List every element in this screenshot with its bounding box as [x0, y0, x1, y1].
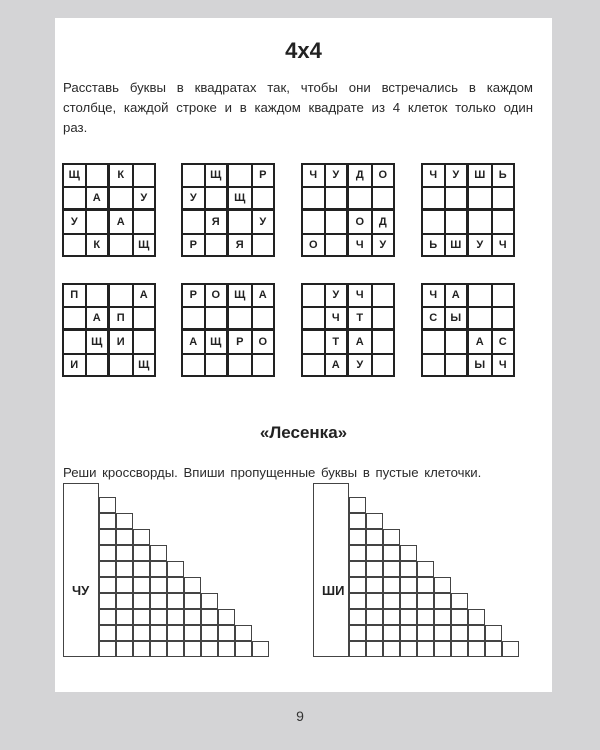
sudoku-grid	[421, 163, 515, 257]
sudoku-cell[interactable]: У	[252, 210, 276, 234]
sudoku-cell[interactable]: А	[252, 283, 276, 307]
sudoku-cell[interactable]: Р	[252, 163, 276, 187]
ladder-cell[interactable]	[366, 513, 383, 529]
sudoku-cell[interactable]: Щ	[205, 330, 229, 354]
sudoku-cell[interactable]	[252, 307, 276, 331]
ladder-cell[interactable]	[167, 577, 184, 593]
sudoku-cell[interactable]: У	[325, 163, 349, 187]
ladder-cell[interactable]	[99, 641, 116, 657]
ladder-cell[interactable]	[133, 625, 150, 641]
ladder-cell[interactable]	[451, 625, 468, 641]
sudoku-cell[interactable]	[133, 307, 157, 331]
sudoku-cell[interactable]: К	[109, 163, 133, 187]
sudoku-cell[interactable]	[445, 354, 469, 378]
sudoku-cell[interactable]: П	[62, 283, 86, 307]
sudoku-cell[interactable]: А	[86, 187, 110, 211]
sudoku-cell[interactable]: У	[445, 163, 469, 187]
sudoku-cell[interactable]: Щ	[133, 354, 157, 378]
sudoku-cell[interactable]	[86, 283, 110, 307]
ladder-cell[interactable]	[366, 625, 383, 641]
ladder-cell[interactable]	[99, 625, 116, 641]
ladder-cell[interactable]	[133, 641, 150, 657]
ladder-cell[interactable]	[485, 641, 502, 657]
sudoku-cell[interactable]: Щ	[228, 283, 252, 307]
sudoku-cell[interactable]: Ш	[445, 234, 469, 258]
sudoku-cell[interactable]: Ч	[348, 283, 372, 307]
ladder-cell[interactable]	[252, 641, 269, 657]
sudoku-cell[interactable]: А	[109, 210, 133, 234]
ladder-cell[interactable]	[184, 625, 201, 641]
sudoku-grid	[421, 283, 515, 377]
sudoku-grid	[301, 283, 395, 377]
sudoku-cell[interactable]	[421, 210, 445, 234]
sudoku-cell[interactable]: Ч	[421, 283, 445, 307]
ladder-cell[interactable]	[349, 641, 366, 657]
ladder-cell[interactable]	[400, 625, 417, 641]
sudoku-grid	[62, 163, 156, 257]
sudoku-cell[interactable]	[468, 283, 492, 307]
ladder-cell[interactable]	[349, 593, 366, 609]
ladder-cell[interactable]	[150, 625, 167, 641]
sudoku-cell[interactable]	[228, 354, 252, 378]
sudoku-cell[interactable]	[62, 307, 86, 331]
sudoku-grid	[62, 283, 156, 377]
sudoku-cell[interactable]: Щ	[228, 187, 252, 211]
sudoku-cell[interactable]	[421, 354, 445, 378]
ladder-cell[interactable]	[383, 545, 400, 561]
ladder-cell[interactable]	[99, 561, 116, 577]
sudoku-cell[interactable]: Ч	[325, 307, 349, 331]
ladder-cell[interactable]	[99, 513, 116, 529]
sudoku-cell[interactable]	[492, 307, 516, 331]
ladder-cell[interactable]	[468, 641, 485, 657]
sudoku-cell[interactable]	[468, 307, 492, 331]
ladder-cell[interactable]	[150, 545, 167, 561]
sudoku-cell[interactable]	[205, 234, 229, 258]
sudoku-cell[interactable]: У	[372, 234, 396, 258]
sudoku-cell[interactable]	[421, 187, 445, 211]
ladder-cell[interactable]	[133, 593, 150, 609]
ladder-first-column	[63, 483, 99, 657]
ladder-cell[interactable]	[366, 593, 383, 609]
sudoku-cell[interactable]: У	[133, 187, 157, 211]
sudoku-cell[interactable]: У	[348, 354, 372, 378]
sudoku-cell[interactable]	[468, 187, 492, 211]
sudoku-cell[interactable]	[62, 187, 86, 211]
ladder-cell[interactable]	[485, 625, 502, 641]
ladder-cell[interactable]	[383, 593, 400, 609]
sudoku-cell[interactable]: У	[468, 234, 492, 258]
ladder-cell[interactable]	[383, 577, 400, 593]
ladder-cell[interactable]	[417, 625, 434, 641]
sudoku-cell[interactable]: А	[445, 283, 469, 307]
ladder-cell[interactable]	[218, 625, 235, 641]
ladder-cell[interactable]	[366, 561, 383, 577]
sudoku-cell[interactable]	[445, 187, 469, 211]
ladder-cell[interactable]	[366, 609, 383, 625]
ladder-cell[interactable]	[366, 545, 383, 561]
ladder-cell[interactable]	[366, 577, 383, 593]
ladder-cell[interactable]	[116, 561, 133, 577]
ladder-cell[interactable]	[133, 609, 150, 625]
sudoku-cell[interactable]: О	[301, 234, 325, 258]
sudoku-cell[interactable]: Ш	[468, 163, 492, 187]
ladder-cell[interactable]	[99, 545, 116, 561]
ladder-cell[interactable]	[400, 545, 417, 561]
sudoku-cell[interactable]	[325, 234, 349, 258]
ladder-cell[interactable]	[383, 529, 400, 545]
sudoku-cell[interactable]: С	[421, 307, 445, 331]
sudoku-grid	[181, 163, 275, 257]
sudoku-cell[interactable]: Ы	[468, 354, 492, 378]
sudoku-cell[interactable]: О	[372, 163, 396, 187]
sudoku-cell[interactable]: К	[86, 234, 110, 258]
ladder-cell[interactable]	[400, 593, 417, 609]
ladder-cell[interactable]	[400, 609, 417, 625]
ladder-cell[interactable]	[383, 561, 400, 577]
ladder-cell[interactable]	[116, 513, 133, 529]
ladder-cell[interactable]	[116, 593, 133, 609]
ladder-cell[interactable]	[116, 545, 133, 561]
ladder-word: ЧУ	[72, 583, 90, 598]
sudoku-cell[interactable]: Я	[205, 210, 229, 234]
ladder-cell[interactable]	[133, 561, 150, 577]
ladder-cell[interactable]	[116, 641, 133, 657]
sudoku-cell[interactable]	[133, 210, 157, 234]
ladder-cell[interactable]	[468, 609, 485, 625]
ladder-cell[interactable]	[167, 625, 184, 641]
ladder-cell[interactable]	[218, 609, 235, 625]
sudoku-cell[interactable]	[252, 234, 276, 258]
sudoku-cell[interactable]: И	[109, 330, 133, 354]
ladder-cell[interactable]	[150, 561, 167, 577]
sudoku-cell[interactable]: П	[109, 307, 133, 331]
ladder-cell[interactable]	[451, 641, 468, 657]
sudoku-cell[interactable]	[181, 210, 205, 234]
ladder-cell[interactable]	[349, 529, 366, 545]
sudoku-cell[interactable]	[372, 187, 396, 211]
sudoku-cell[interactable]	[492, 187, 516, 211]
ladder-cell[interactable]	[133, 577, 150, 593]
sudoku-cell[interactable]: Р	[228, 330, 252, 354]
sudoku-cell[interactable]	[372, 330, 396, 354]
sudoku-cell[interactable]: Ч	[421, 163, 445, 187]
sudoku-cell[interactable]: Т	[325, 330, 349, 354]
ladder-cell[interactable]	[116, 609, 133, 625]
ladder-cell[interactable]	[201, 641, 218, 657]
sudoku-cell[interactable]	[445, 210, 469, 234]
sudoku-grid	[181, 283, 275, 377]
sudoku-cell[interactable]: А	[86, 307, 110, 331]
sudoku-cell[interactable]: Д	[372, 210, 396, 234]
ladder-cell[interactable]	[116, 625, 133, 641]
sudoku-cell[interactable]: У	[325, 283, 349, 307]
sudoku-cell[interactable]	[228, 163, 252, 187]
sudoku-cell[interactable]: А	[348, 330, 372, 354]
sudoku-cell[interactable]	[109, 234, 133, 258]
ladder-cell[interactable]	[434, 609, 451, 625]
sudoku-cell[interactable]	[372, 354, 396, 378]
ladder-cell[interactable]	[167, 561, 184, 577]
ladder-cell[interactable]	[451, 609, 468, 625]
sudoku-cell[interactable]: А	[133, 283, 157, 307]
sudoku-cell[interactable]	[252, 354, 276, 378]
sudoku-cell[interactable]	[325, 187, 349, 211]
ladder-cell[interactable]	[434, 625, 451, 641]
ladder-word: ШИ	[322, 583, 345, 598]
sudoku-cell[interactable]	[301, 187, 325, 211]
sudoku-cell[interactable]	[228, 210, 252, 234]
ladder-cell[interactable]	[167, 593, 184, 609]
sudoku-cell[interactable]	[133, 330, 157, 354]
sudoku-cell[interactable]: Щ	[205, 163, 229, 187]
sudoku-cell[interactable]	[372, 283, 396, 307]
sudoku-cell[interactable]	[492, 283, 516, 307]
ladder-cell[interactable]	[468, 625, 485, 641]
sudoku-cell[interactable]: Ч	[492, 354, 516, 378]
ladder-cell[interactable]	[502, 641, 519, 657]
ladder-cell[interactable]	[349, 577, 366, 593]
section-title: «Лесенка»	[259, 423, 348, 442]
sudoku-cell[interactable]	[372, 307, 396, 331]
sudoku-cell[interactable]	[181, 307, 205, 331]
ladder-cell[interactable]	[400, 577, 417, 593]
page-title: 4х4	[285, 38, 322, 63]
ladder-cell[interactable]	[417, 593, 434, 609]
ladder-cell[interactable]	[99, 529, 116, 545]
sudoku-cell[interactable]: С	[492, 330, 516, 354]
sudoku-cell[interactable]	[205, 354, 229, 378]
ladder-cell[interactable]	[349, 513, 366, 529]
ladder-cell[interactable]	[201, 593, 218, 609]
sudoku-cell[interactable]	[301, 354, 325, 378]
crossword-instructions: Реши кроссворды. Впиши пропущенные буквы в пустые клеточки.	[63, 465, 482, 480]
ladder-cell[interactable]	[184, 593, 201, 609]
sudoku-cell[interactable]	[348, 187, 372, 211]
ladder-cell[interactable]	[417, 609, 434, 625]
worksheet-page	[55, 18, 552, 692]
ladder-cell[interactable]	[99, 497, 116, 513]
sudoku-cell[interactable]	[492, 210, 516, 234]
sudoku-cell[interactable]	[205, 307, 229, 331]
sudoku-cell[interactable]	[62, 234, 86, 258]
ladder-cell[interactable]	[349, 545, 366, 561]
ladder-cell[interactable]	[349, 497, 366, 513]
ladder-cell[interactable]	[400, 561, 417, 577]
ladder-cell[interactable]	[383, 641, 400, 657]
ladder-cell[interactable]	[99, 593, 116, 609]
ladder-cell[interactable]	[167, 609, 184, 625]
sudoku-cell[interactable]	[445, 330, 469, 354]
ladder-cell[interactable]	[235, 641, 252, 657]
sudoku-cell[interactable]: А	[325, 354, 349, 378]
sudoku-cell[interactable]	[86, 210, 110, 234]
sudoku-cell[interactable]	[86, 354, 110, 378]
sudoku-cell[interactable]: Ч	[301, 163, 325, 187]
ladder-cell[interactable]	[167, 641, 184, 657]
ladder-cell[interactable]	[400, 641, 417, 657]
sudoku-cell[interactable]	[301, 210, 325, 234]
sudoku-cell[interactable]: Д	[348, 163, 372, 187]
sudoku-cell[interactable]: А	[181, 330, 205, 354]
ladder-cell[interactable]	[218, 641, 235, 657]
sudoku-cell[interactable]: У	[181, 187, 205, 211]
sudoku-cell[interactable]	[301, 307, 325, 331]
sudoku-cell[interactable]	[62, 330, 86, 354]
ladder-cell[interactable]	[434, 641, 451, 657]
sudoku-cell[interactable]	[181, 163, 205, 187]
sudoku-cell[interactable]	[301, 283, 325, 307]
ladder-first-column	[313, 483, 349, 657]
ladder-cell[interactable]	[434, 593, 451, 609]
sudoku-cell[interactable]: О	[205, 283, 229, 307]
sudoku-cell[interactable]	[252, 187, 276, 211]
ladder-cell[interactable]	[150, 593, 167, 609]
sudoku-cell[interactable]	[325, 210, 349, 234]
ladder-cell[interactable]	[184, 577, 201, 593]
ladder-cell[interactable]	[434, 577, 451, 593]
sudoku-cell[interactable]	[109, 354, 133, 378]
ladder-cell[interactable]	[184, 609, 201, 625]
ladder-cell[interactable]	[417, 561, 434, 577]
sudoku-cell[interactable]: Щ	[62, 163, 86, 187]
sudoku-cell[interactable]	[468, 210, 492, 234]
sudoku-cell[interactable]	[86, 163, 110, 187]
sudoku-cell[interactable]	[205, 187, 229, 211]
ladder-cell[interactable]	[366, 529, 383, 545]
sudoku-cell[interactable]	[109, 283, 133, 307]
sudoku-cell[interactable]: Ч	[492, 234, 516, 258]
ladder-cell[interactable]	[201, 609, 218, 625]
ladder-cell[interactable]	[150, 609, 167, 625]
sudoku-cell[interactable]	[181, 354, 205, 378]
sudoku-grid	[301, 163, 395, 257]
sudoku-instructions: Расставь буквы в квадратах так, чтобы они встречались в каждом столбце, каждой строке и в каждом квадрате из 4 клеток только один раз.	[63, 80, 533, 135]
sudoku-cell[interactable]: Р	[181, 283, 205, 307]
ladder-cell[interactable]	[349, 625, 366, 641]
sudoku-cell[interactable]	[228, 307, 252, 331]
ladder-cell[interactable]	[201, 625, 218, 641]
ladder-cell[interactable]	[133, 545, 150, 561]
ladder-cell[interactable]	[417, 577, 434, 593]
sudoku-cell[interactable]: А	[468, 330, 492, 354]
sudoku-cell[interactable]: Т	[348, 307, 372, 331]
ladder-cell[interactable]	[417, 641, 434, 657]
sudoku-cell[interactable]: Щ	[86, 330, 110, 354]
ladder-cell[interactable]	[235, 625, 252, 641]
ladder-cell[interactable]	[150, 577, 167, 593]
sudoku-cell[interactable]: Ч	[348, 234, 372, 258]
sudoku-cell[interactable]	[301, 330, 325, 354]
sudoku-cell[interactable]: У	[62, 210, 86, 234]
sudoku-cell[interactable]	[133, 163, 157, 187]
ladder-cell[interactable]	[349, 609, 366, 625]
ladder-cell[interactable]	[366, 641, 383, 657]
sudoku-cell[interactable]: О	[348, 210, 372, 234]
sudoku-cell[interactable]: Ь	[421, 234, 445, 258]
sudoku-cell[interactable]: Щ	[133, 234, 157, 258]
sudoku-cell[interactable]: О	[252, 330, 276, 354]
ladder-cell[interactable]	[451, 593, 468, 609]
ladder-cell[interactable]	[184, 641, 201, 657]
ladder-cell[interactable]	[99, 577, 116, 593]
sudoku-cell[interactable]: Р	[181, 234, 205, 258]
ladder-cell[interactable]	[116, 577, 133, 593]
ladder-cell[interactable]	[99, 609, 116, 625]
ladder-cell[interactable]	[383, 609, 400, 625]
ladder-cell[interactable]	[150, 641, 167, 657]
sudoku-cell[interactable]: Ь	[492, 163, 516, 187]
ladder-cell[interactable]	[116, 529, 133, 545]
sudoku-cell[interactable]: Я	[228, 234, 252, 258]
ladder-cell[interactable]	[383, 625, 400, 641]
sudoku-cell[interactable]	[421, 330, 445, 354]
ladder-cell[interactable]	[133, 529, 150, 545]
sudoku-cell[interactable]	[109, 187, 133, 211]
sudoku-cell[interactable]: И	[62, 354, 86, 378]
ladder-cell[interactable]	[349, 561, 366, 577]
sudoku-cell[interactable]: Ы	[445, 307, 469, 331]
page-number: 9	[296, 708, 304, 724]
